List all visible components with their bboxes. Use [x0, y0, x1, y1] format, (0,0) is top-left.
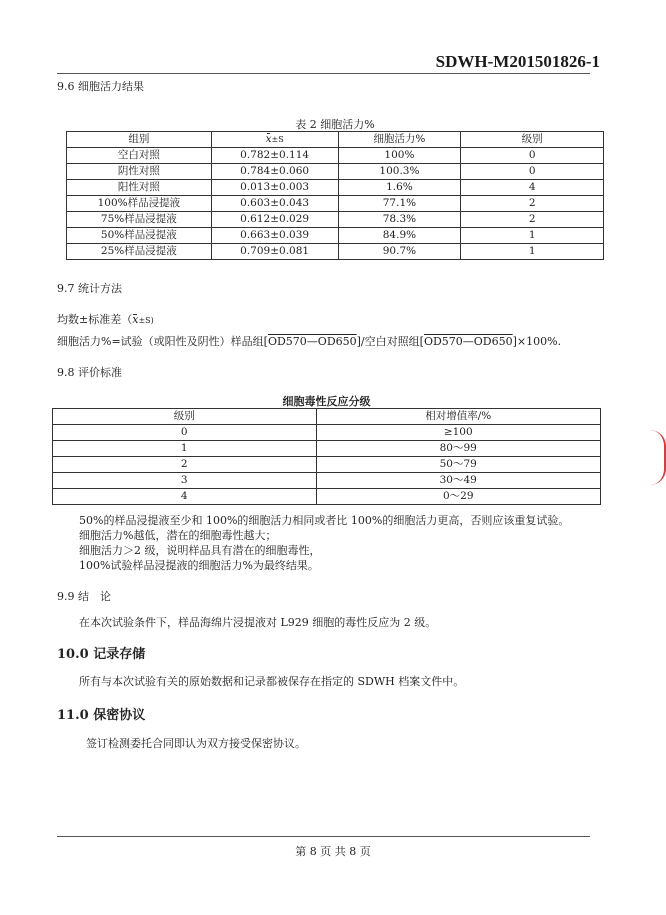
records-text: 所有与本次试验有关的原始数据和记录都被保存在指定的 SDWH 档案文件中。: [79, 675, 465, 688]
table-cell: 78.3%: [338, 212, 461, 228]
table-header-row: [67, 132, 604, 148]
cytotoxicity-grading-table: [52, 408, 601, 505]
table-row: [67, 148, 604, 164]
table-row: [53, 441, 601, 457]
table-cell: 2: [53, 457, 317, 473]
col-mean-sd: [211, 132, 338, 148]
table-cell: ≥100: [316, 425, 601, 441]
table-cell: 3: [53, 473, 317, 489]
table-cell: 0.782±0.114: [211, 148, 338, 164]
table-header-row: [53, 409, 601, 425]
formula-viability-text-a: 细胞活力%=试验（或阳性及阴性）样品组[: [57, 335, 268, 348]
col-group: 组别: [67, 132, 212, 148]
table-cell: 2: [461, 212, 604, 228]
table-row: [53, 425, 601, 441]
section-10-heading: 10.0 记录存储: [57, 647, 146, 662]
table-row: [67, 244, 604, 260]
table-cell: 0: [461, 148, 604, 164]
col-grade: 级别: [461, 132, 604, 148]
table-cell: 30～49: [316, 473, 601, 489]
section-9-7-heading: 9.7 统计方法: [57, 282, 122, 295]
note-3: 细胞活力＞2 级，说明样品具有潜在的细胞毒性，: [79, 544, 321, 557]
section-9-8-heading: 9.8 评价标准: [57, 366, 122, 379]
col-viability: 细胞活力%: [338, 132, 461, 148]
table-row: [53, 473, 601, 489]
table-cell: 0.603±0.043: [211, 196, 338, 212]
table-row: [53, 457, 601, 473]
table-row: [67, 180, 604, 196]
formula-viability-text-b: ]/空白对照组[: [356, 335, 424, 348]
table-row: [67, 196, 604, 212]
red-stamp-edge: [650, 430, 666, 485]
table-cell: 0～29: [316, 489, 601, 505]
col-grade: 级别: [53, 409, 317, 425]
table-cell: 50%样品浸提液: [67, 228, 212, 244]
header-rule: [57, 73, 590, 74]
table-cell: 75%样品浸提液: [67, 212, 212, 228]
table-cell: 80～99: [316, 441, 601, 457]
table-cell: 1: [461, 228, 604, 244]
od-expression-b: OD570—OD650: [423, 335, 513, 348]
table-cell: 100%: [338, 148, 461, 164]
table-row: [67, 228, 604, 244]
note-4: 100%试验样品浸提液的细胞活力%为最终结果。: [79, 559, 319, 572]
table-cell: 90.7%: [338, 244, 461, 260]
table-cell: 阳性对照: [67, 180, 212, 196]
table-cell: 84.9%: [338, 228, 461, 244]
table-cell: 0: [461, 164, 604, 180]
table-cell: 1.6%: [338, 180, 461, 196]
table-cell: 77.1%: [338, 196, 461, 212]
col-mean-sd-suffix: ±S: [271, 135, 284, 144]
section-9-6-heading: 9.6 细胞活力结果: [57, 80, 144, 93]
table-cell: 4: [53, 489, 317, 505]
table-cell: 100.3%: [338, 164, 461, 180]
table-cell: 4: [461, 180, 604, 196]
formula-viability-text-c: ]×100%.: [512, 335, 562, 348]
table-row: [53, 489, 601, 505]
table-cell: 阴性对照: [67, 164, 212, 180]
table-cell: 0.013±0.003: [211, 180, 338, 196]
formula-viability: [57, 333, 561, 349]
table-cell: 0.709±0.081: [211, 244, 338, 260]
x-bar-symbol: x: [265, 133, 272, 145]
table-cell: 空白对照: [67, 148, 212, 164]
section-9-9-heading: 9.9 结 论: [57, 590, 111, 603]
conclusion-text: 在本次试验条件下，样品海绵片浸提液对 L929 细胞的毒性反应为 2 级。: [79, 616, 437, 629]
table-cell: 0.612±0.029: [211, 212, 338, 228]
section-11-heading: 11.0 保密协议: [57, 708, 146, 723]
table-cell: 2: [461, 196, 604, 212]
note-2: 细胞活力%越低，潜在的细胞毒性越大；: [79, 529, 277, 542]
table-cell: 0.663±0.039: [211, 228, 338, 244]
grading-table-caption: 细胞毒性反应分级: [282, 395, 371, 408]
table-cell: 1: [53, 441, 317, 457]
table-cell: 1: [461, 244, 604, 260]
formula-mean-sd-suffix: ±S): [138, 316, 154, 325]
page-number: 第 8 页 共 8 页: [295, 845, 371, 858]
confidentiality-text: 签订检测委托合同即认为双方接受保密协议。: [86, 737, 306, 750]
footer-rule: [57, 836, 590, 837]
table-cell: 0: [53, 425, 317, 441]
col-relative-growth: 相对增值率/%: [316, 409, 601, 425]
table2-caption: 表 2 细胞活力%: [295, 118, 375, 131]
table-cell: 100%样品浸提液: [67, 196, 212, 212]
formula-mean-sd: [57, 311, 154, 327]
table-row: [67, 164, 604, 180]
table-row: [67, 212, 604, 228]
document-code: SDWH-M201501826-1: [435, 52, 600, 71]
formula-mean-sd-text: 均数±标准差（: [57, 313, 133, 326]
x-bar-symbol: x: [132, 313, 139, 326]
table-cell: 0.784±0.060: [211, 164, 338, 180]
table-cell: 50～79: [316, 457, 601, 473]
od-expression-a: OD570—OD650: [267, 335, 357, 348]
cell-viability-table: [66, 131, 604, 260]
table-cell: 25%样品浸提液: [67, 244, 212, 260]
note-1: 50%的样品浸提液至少和 100%的细胞活力相同或者比 100%的细胞活力更高，否则应该重复试验。: [79, 514, 570, 527]
